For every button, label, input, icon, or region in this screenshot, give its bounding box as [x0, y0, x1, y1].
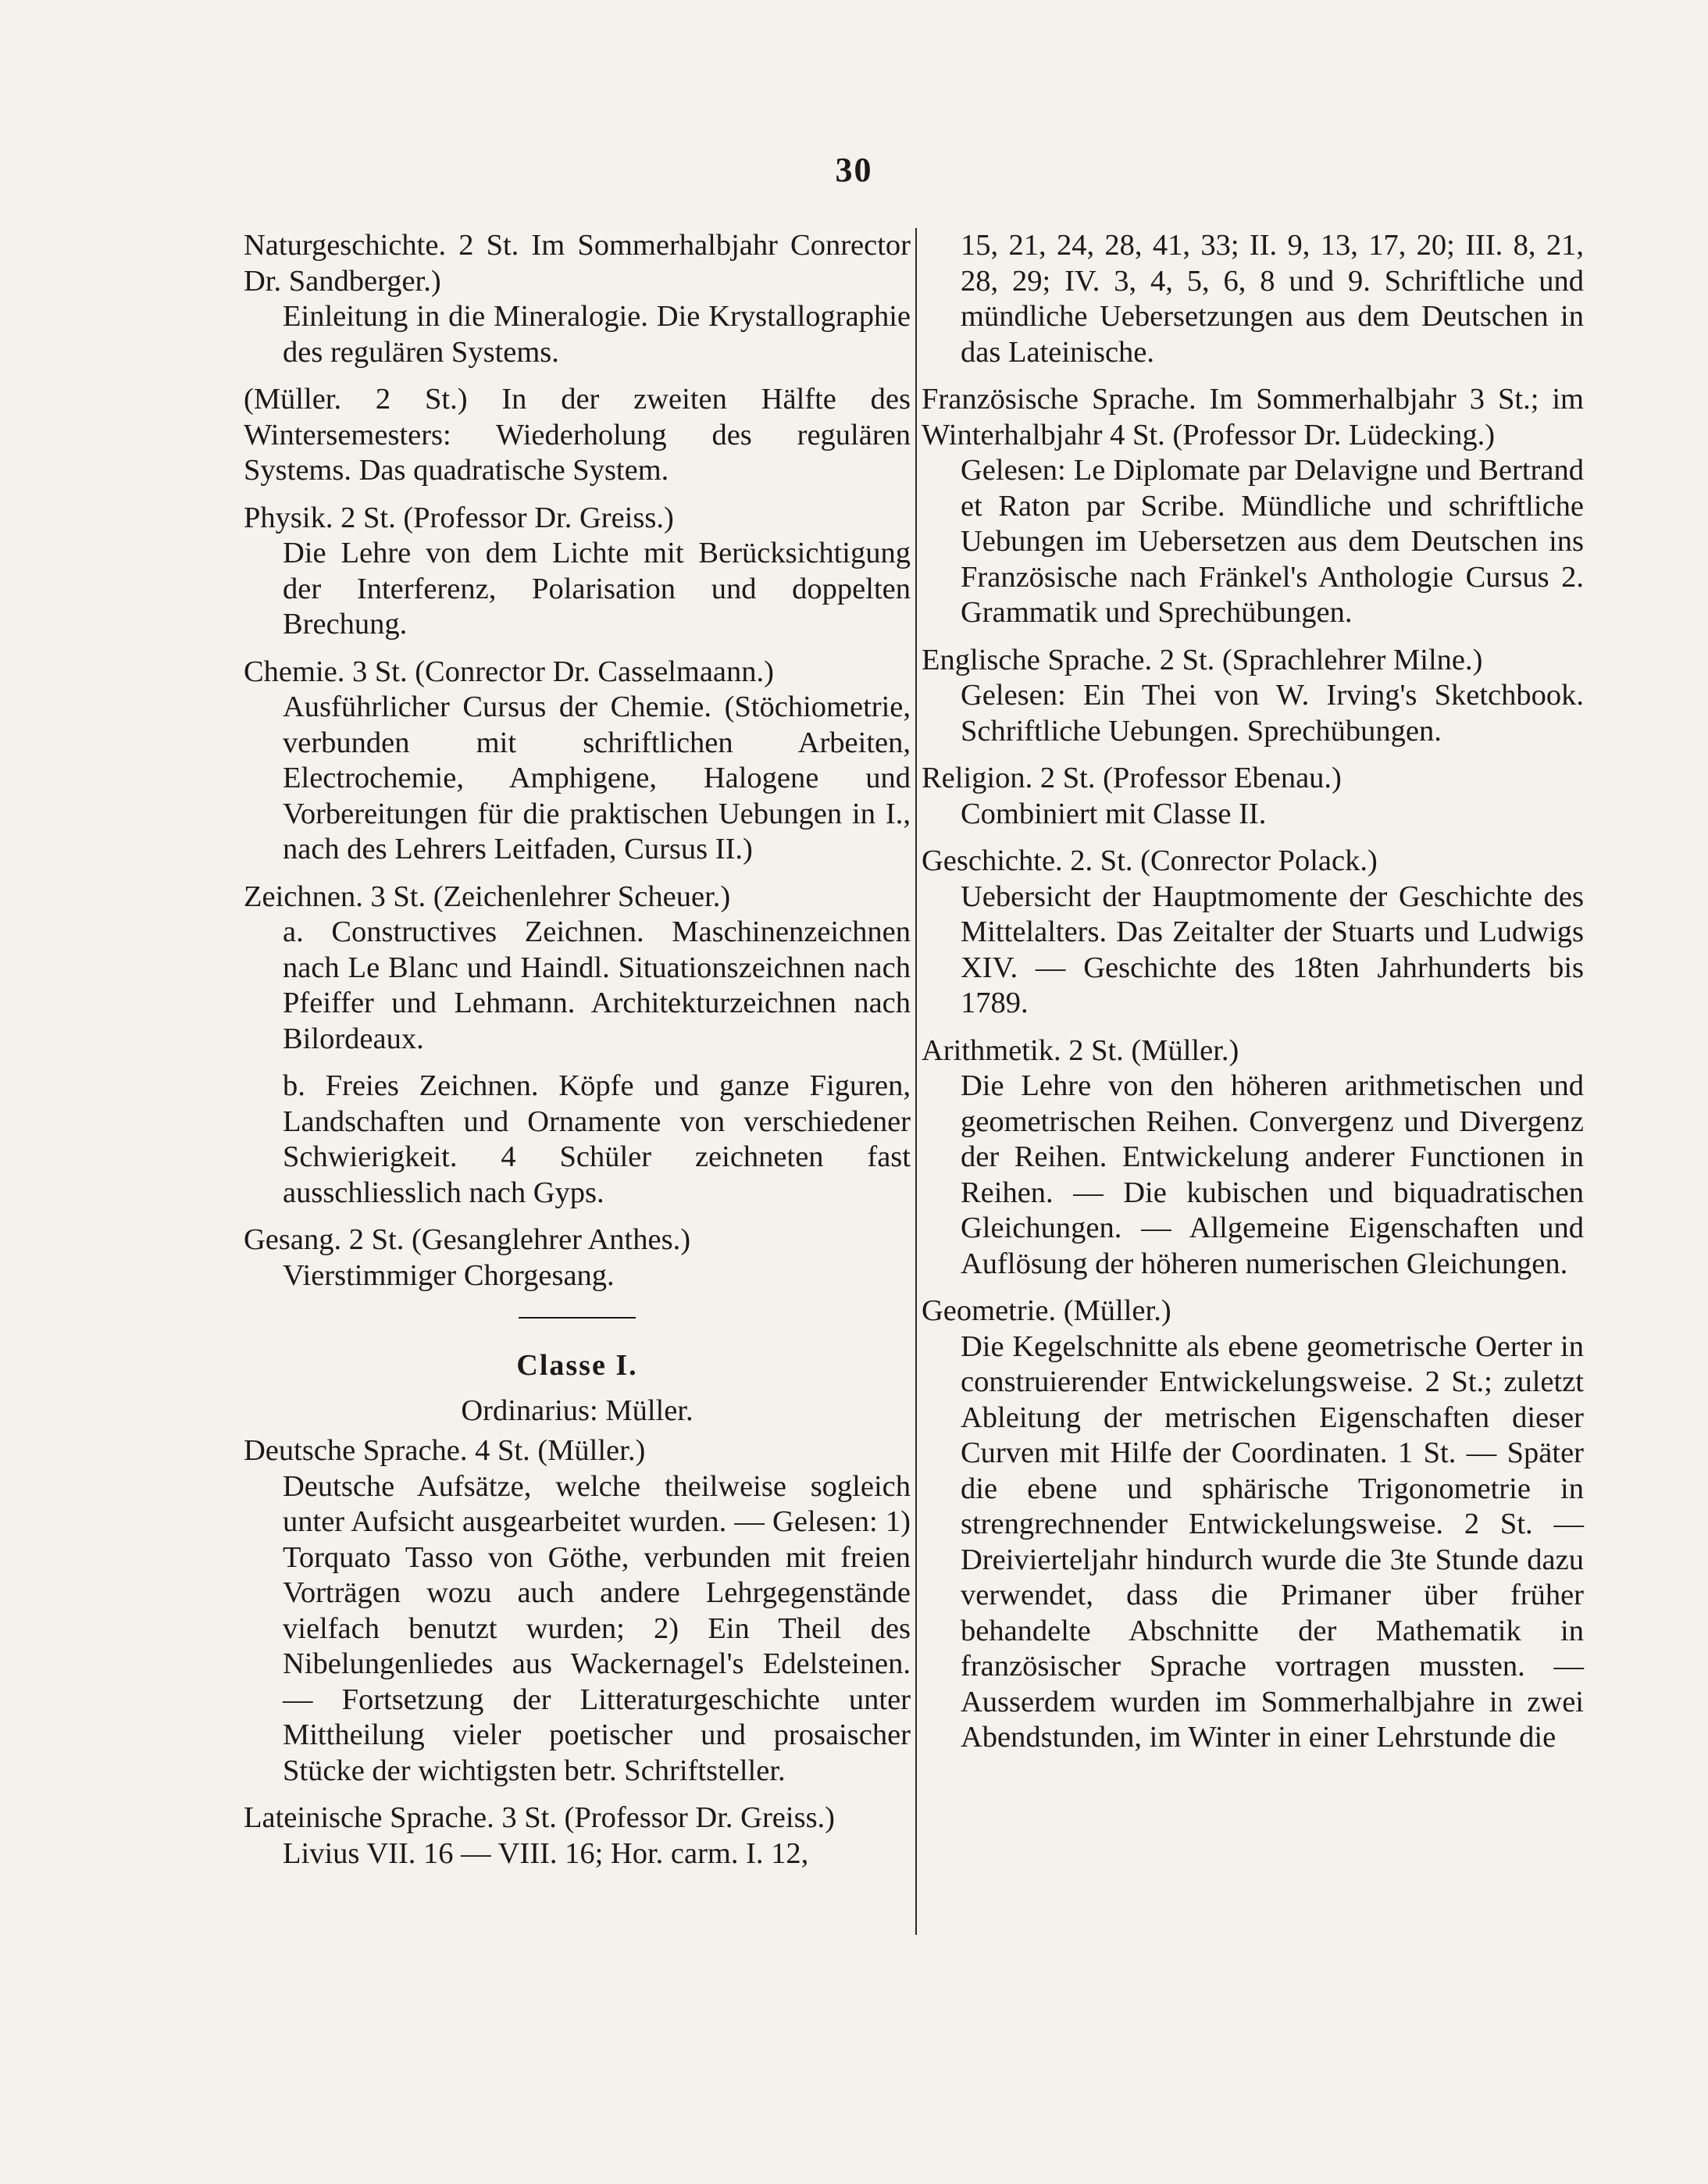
- course-heading: Naturgeschichte. 2 St. Im Sommerhalbjahr Conrector Dr. Sandberger.): [244, 229, 911, 298]
- left-column: [244, 228, 911, 1883]
- course-entry: [244, 1800, 911, 1872]
- course-description: Einleitung in die Mineralogie. Die Krystallographie des regulären Systems.: [283, 300, 911, 369]
- course-description: Combiniert mit Classe II.: [961, 797, 1267, 830]
- course-heading: Physik. 2 St. (Professor Dr. Greiss.): [244, 501, 674, 534]
- course-heading: Geschichte. 2. St. (Conrector Polack.): [922, 844, 1378, 877]
- course-description: Deutsche Aufsätze, welche theilweise sogleich unter Aufsicht ausgearbeitet wurden. — Gelesen: 1) Torquato Tasso von Göthe, verbunden mit freien Vorträgen wozu auch andere Lehrgegenstände vielfach benutzt wurden; 2) Ein Theil des Nibelungenliedes aus Wackernagel's Edelsteinen. — Fortsetzung der Litteraturgeschichte unter Mittheilung vieler poetischer und prosaischer Stücke der wichtigsten betr. Schriftsteller.: [283, 1469, 911, 1787]
- course-heading: Zeichnen. 3 St. (Zeichenlehrer Scheuer.): [244, 880, 731, 913]
- course-description: Ausführlicher Cursus der Chemie. (Stöchiometrie, verbunden mit schriftlichen Arbeiten, Electrochemie, Amphigene, Halogene und Vorbereitungen für die praktischen Uebungen in I., nach des Lehrers Leitfaden, Cursus II.): [283, 691, 911, 865]
- course-description: 15, 21, 24, 28, 41, 33; II. 9, 13, 17, 20; III. 8, 21, 28, 29; IV. 3, 4, 5, 6, 8 und 9. Schriftliche und mündliche Uebersetzungen aus dem Deutschen in das Lateinische.: [961, 229, 1584, 369]
- course-entry: [922, 382, 1584, 631]
- course-description: Gelesen: Ein Thei von W. Irving's Sketchbook. Schriftliche Uebungen. Sprechübungen.: [961, 679, 1584, 748]
- course-description: Vierstimmiger Chorgesang.: [283, 1258, 615, 1292]
- course-heading: Chemie. 3 St. (Conrector Dr. Casselmaann.): [244, 655, 774, 688]
- course-heading: Deutsche Sprache. 4 St. (Müller.): [244, 1434, 646, 1467]
- course-entry: [922, 761, 1584, 832]
- course-entry: [244, 1433, 911, 1789]
- course-heading: Gesang. 2 St. (Gesanglehrer Anthes.): [244, 1223, 691, 1256]
- page-number: 30: [835, 151, 873, 189]
- section-separator: [519, 1317, 636, 1319]
- course-heading: Geometrie. (Müller.): [922, 1294, 1171, 1327]
- course-entry: [244, 1069, 911, 1211]
- course-description: Livius VII. 16 — VIII. 16; Hor. carm. I. 12,: [283, 1836, 809, 1870]
- course-entry: [244, 382, 911, 489]
- course-heading: Englische Sprache. 2 St. (Sprachlehrer Milne.): [922, 643, 1483, 676]
- course-heading: (Müller. 2 St.) In der zweiten Hälfte des Wintersemesters: Wiederholung des regulären Systems. Das quadratische System.: [244, 383, 911, 487]
- course-entry: [922, 228, 1584, 370]
- course-entry: [922, 1294, 1584, 1756]
- course-entry: [244, 880, 911, 1058]
- classe-heading: Classe I.: [516, 1349, 638, 1382]
- course-heading: Religion. 2 St. (Professor Ebenau.): [922, 762, 1342, 794]
- course-entry: [922, 844, 1584, 1022]
- course-entry: [244, 228, 911, 370]
- course-heading: Arithmetik. 2 St. (Müller.): [922, 1033, 1239, 1067]
- course-entry: [244, 501, 911, 643]
- course-description: a. Constructives Zeichnen. Maschinenzeichnen nach Le Blanc und Haindl. Situationszeichnen nach Pfeiffer und Lehmann. Architekturzeichnen nach Bilordeaux.: [283, 915, 911, 1055]
- course-entry: [922, 1033, 1584, 1283]
- course-entry: [244, 655, 911, 868]
- course-description: Die Lehre von den höheren arithmetischen und geometrischen Reihen. Convergenz und Divergenz der Reihen. Entwickelung anderer Functionen in Reihen. — Die kubischen und biquadratischen Gleichungen. — Allgemeine Eigenschaften und Auflösung der höheren numerischen Gleichungen.: [961, 1069, 1584, 1280]
- course-entry: [244, 1222, 911, 1294]
- left-entries: [244, 228, 911, 1294]
- course-description: Die Lehre von dem Lichte mit Berücksichtigung der Interferenz, Polarisation und doppelten Brechung.: [283, 537, 911, 641]
- left-entries-after: [244, 1433, 911, 1872]
- course-heading: Lateinische Sprache. 3 St. (Professor Dr. Greiss.): [244, 1801, 835, 1834]
- course-description: Gelesen: Le Diplomate par Delavigne und Bertrand et Raton par Scribe. Mündliche und schriftliche Uebungen im Uebersetzen aus dem Deutschen ins Französische nach Fränkel's Anthologie Cursus 2. Grammatik und Sprechübungen.: [961, 454, 1584, 629]
- course-description: b. Freies Zeichnen. Köpfe und ganze Figuren, Landschaften und Ornamente von verschiedener Schwierigkeit. 4 Schüler zeichneten fast ausschliesslich nach Gyps.: [283, 1069, 911, 1209]
- right-column: [922, 228, 1584, 1768]
- course-description: Die Kegelschnitte als ebene geometrische Oerter in construierender Entwickelungsweise. 2 St.; zuletzt Ableitung der metrischen Eigenschaften dieser Curven mit Hilfe der Coordinaten. 1 St. — Später die ebene und sphärische Trigonometrie in strengrechnender Entwickelungsweise. 2 St. — Dreivierteljahr hindurch wurde die 3te Stunde dazu verwendet, dass die Primaner über früher behandelte Abschnitte der Mathematik in französischer Sprache vortragen mussten. — Ausserdem wurden im Sommerhalbjahre in zwei Abendstunden, im Winter in einer Lehrstunde die: [961, 1329, 1584, 1754]
- right-entries: [922, 228, 1584, 1756]
- course-entry: [922, 643, 1584, 750]
- column-divider: [915, 228, 917, 1935]
- course-description: Uebersicht der Hauptmomente der Geschichte des Mittelalters. Das Zeitalter der Stuarts und Ludwigs XIV. — Geschichte des 18ten Jahrhunderts bis 1789.: [961, 880, 1584, 1019]
- course-heading: Französische Sprache. Im Sommerhalbjahr 3 St.; im Winterhalbjahr 4 St. (Professor Dr. Lüdecking.): [922, 383, 1584, 451]
- ordinarius-line: Ordinarius: Müller.: [461, 1394, 694, 1427]
